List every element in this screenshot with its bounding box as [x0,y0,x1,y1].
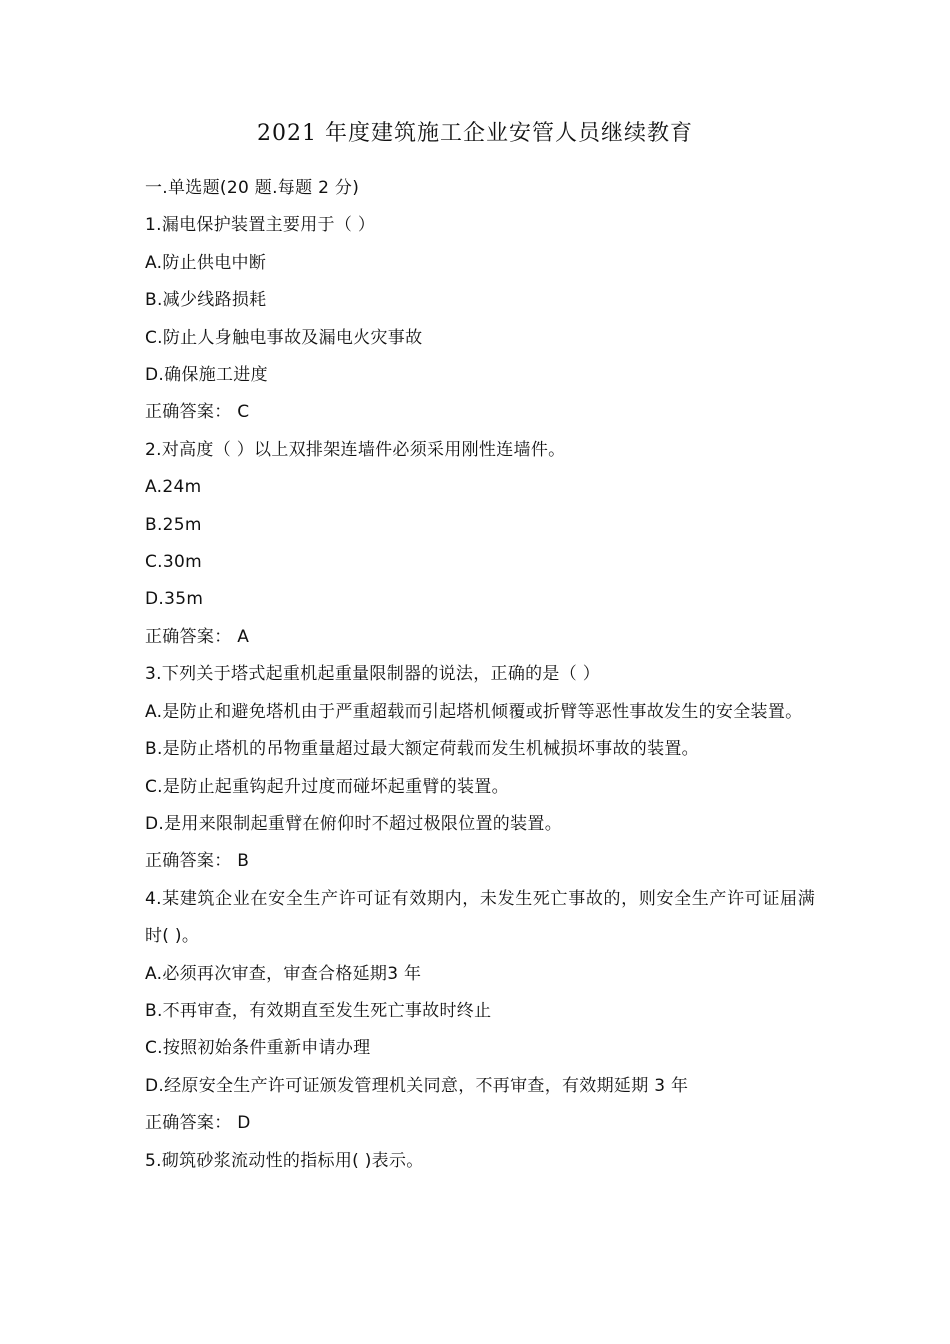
option-d: D.35m [145,589,204,610]
option-b: B.不再审查，有效期直至发生死亡事故时终止 [145,1000,492,1021]
correct-answer: 正确答案： A [145,626,250,647]
option-c: C.防止人身触电事故及漏电火灾事故 [145,327,423,348]
question-text: 2.对高度（ ）以上双排架连墙件必须采用刚性连墙件。 [145,439,566,460]
document-title: 2021 年度建筑施工企业安管人员继续教育 [257,121,693,146]
correct-answer: 正确答案： C [145,402,250,423]
option-d: D.经原安全生产许可证颁发管理机关同意，不再审查，有效期延期 3 年 [145,1075,689,1096]
question-text: 3.下列关于塔式起重机起重量限制器的说法，正确的是（ ） [145,664,601,685]
question-text: 4.某建筑企业在安全生产许可证有效期内，未发生死亡事故的，则安全生产许可证届满时( )。 [145,888,815,947]
option-d: D.是用来限制起重臂在俯仰时不超过极限位置的装置。 [145,813,562,834]
option-c: C.30m [145,552,202,573]
question-text: 5.砌筑砂浆流动性的指标用( )表示。 [145,1150,424,1171]
correct-answer: 正确答案： B [145,851,250,872]
correct-answer: 正确答案： D [145,1113,251,1134]
option-c: C.按照初始条件重新申请办理 [145,1038,371,1059]
document-body [145,170,815,1180]
section-heading: 一.单选题(20 题.每题 2 分) [145,178,360,198]
option-a: A.必须再次审查，审查合格延期3 年 [145,963,422,984]
option-b: B.25m [145,514,202,535]
option-a: A.防止供电中断 [145,252,267,273]
option-b: B.减少线路损耗 [145,290,267,311]
option-a: A.24m [145,477,202,498]
option-b: B.是防止塔机的吊物重量超过最大额定荷载而发生机械损坏事故的装置。 [145,739,699,760]
option-a: A.是防止和避免塔机由于严重超载而引起塔机倾覆或折臂等恶性事故发生的安全装置。 [145,701,803,722]
option-d: D.确保施工进度 [145,365,268,386]
question-text: 1.漏电保护装置主要用于（ ） [145,215,376,236]
option-c: C.是防止起重钩起升过度而碰坏起重臂的装置。 [145,776,509,797]
